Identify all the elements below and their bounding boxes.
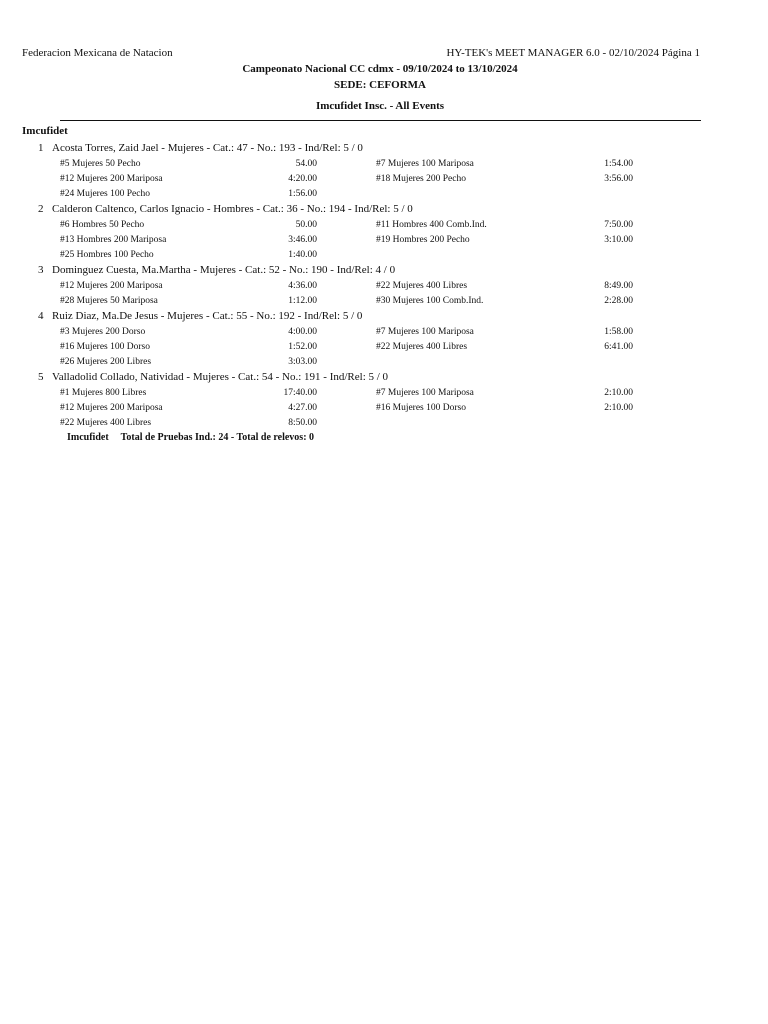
event-name: #5 Mujeres 50 Pecho [60, 159, 141, 169]
event-name: #22 Mujeres 400 Libres [60, 418, 152, 428]
event-name: #28 Mujeres 50 Mariposa [60, 296, 158, 306]
seed-time: 7:50.00 [604, 220, 633, 230]
seed-time: 1:54.00 [604, 159, 633, 169]
seed-time: 4:36.00 [288, 281, 317, 291]
event-name: #19 Hombres 200 Pecho [376, 235, 470, 245]
seed-time: 1:52.00 [288, 342, 317, 352]
event-name: #12 Mujeres 200 Mariposa [60, 403, 163, 413]
seed-time: 1:40.00 [288, 250, 317, 260]
summary-totals: Total de Pruebas Ind.: 24 - Total de relevos: 0 [120, 432, 315, 443]
event-name: #3 Mujeres 200 Dorso [60, 327, 146, 337]
seed-time: 6:41.00 [604, 342, 633, 352]
seed-time: 8:49.00 [604, 281, 633, 291]
seed-time: 50.00 [295, 220, 317, 230]
event-name: #1 Mujeres 800 Libres [60, 388, 147, 398]
event-name: #7 Mujeres 100 Mariposa [376, 388, 474, 398]
venue-title: SEDE: CEFORMA [334, 79, 426, 91]
seed-time: 54.00 [295, 159, 317, 169]
athlete-entry [38, 203, 413, 215]
event-name: #12 Mujeres 200 Mariposa [60, 174, 163, 184]
seed-time: 8:50.00 [288, 418, 317, 428]
event-name: #25 Hombres 100 Pecho [60, 250, 154, 260]
event-name: #11 Hombres 400 Comb.Ind. [376, 220, 487, 230]
seed-time: 17:40.00 [283, 388, 317, 398]
organization-name: Federacion Mexicana de Natacion [22, 47, 173, 59]
athlete-entry [38, 371, 388, 383]
seed-time: 3:03.00 [288, 357, 317, 367]
athlete-entry [38, 310, 362, 322]
athlete-number: 4 [38, 310, 44, 322]
event-name: #12 Mujeres 200 Mariposa [60, 281, 163, 291]
event-name: #26 Mujeres 200 Libres [60, 357, 152, 367]
athlete-info: Ruiz Diaz, Ma.De Jesus - Mujeres - Cat.: 55 - No.: 192 - Ind/Rel: 5 / 0 [52, 310, 363, 322]
event-name: #18 Mujeres 200 Pecho [376, 174, 466, 184]
seed-time: 1:56.00 [288, 189, 317, 199]
summary-team: Imcufidet [67, 432, 109, 443]
event-name: #7 Mujeres 100 Mariposa [376, 159, 474, 169]
event-name: #7 Mujeres 100 Mariposa [376, 327, 474, 337]
seed-time: 1:12.00 [288, 296, 317, 306]
team-summary [67, 432, 314, 443]
seed-time: 2:10.00 [604, 388, 633, 398]
event-name: #24 Mujeres 100 Pecho [60, 189, 150, 199]
athlete-number: 2 [38, 203, 44, 215]
report-title: Imcufidet Insc. - All Events [315, 100, 445, 112]
seed-time: 3:10.00 [604, 235, 633, 245]
meet-title: Campeonato Nacional CC cdmx - 09/10/2024 to 13/10/2024 [242, 63, 518, 75]
header-divider [60, 120, 701, 121]
event-name: #13 Hombres 200 Mariposa [60, 235, 167, 245]
seed-time: 4:27.00 [288, 403, 317, 413]
event-name: #22 Mujeres 400 Libres [376, 342, 468, 352]
seed-time: 3:46.00 [288, 235, 317, 245]
event-name: #6 Hombres 50 Pecho [60, 220, 145, 230]
seed-time: 2:10.00 [604, 403, 633, 413]
athlete-info: Acosta Torres, Zaid Jael - Mujeres - Cat.: 47 - No.: 193 - Ind/Rel: 5 / 0 [52, 142, 363, 154]
seed-time: 1:58.00 [604, 327, 633, 337]
seed-time: 2:28.00 [604, 296, 633, 306]
athlete-info: Calderon Caltenco, Carlos Ignacio - Hombres - Cat.: 36 - No.: 194 - Ind/Rel: 5 / 0 [52, 203, 413, 215]
event-name: #30 Mujeres 100 Comb.Ind. [376, 296, 484, 306]
athlete-info: Dominguez Cuesta, Ma.Martha - Mujeres - Cat.: 52 - No.: 190 - Ind/Rel: 4 / 0 [52, 264, 396, 276]
event-name: #16 Mujeres 100 Dorso [60, 342, 150, 352]
seed-time: 3:56.00 [604, 174, 633, 184]
event-name: #22 Mujeres 400 Libres [376, 281, 468, 291]
athlete-info: Valladolid Collado, Natividad - Mujeres - Cat.: 54 - No.: 191 - Ind/Rel: 5 / 0 [52, 371, 389, 383]
athlete-entry [38, 264, 395, 276]
seed-time: 4:00.00 [288, 327, 317, 337]
athlete-number: 3 [38, 264, 44, 276]
team-name: Imcufidet [22, 125, 68, 137]
software-page-info: HY-TEK's MEET MANAGER 6.0 - 02/10/2024 Página 1 [446, 47, 700, 59]
seed-time: 4:20.00 [288, 174, 317, 184]
event-name: #16 Mujeres 100 Dorso [376, 403, 466, 413]
athlete-entry [38, 142, 363, 154]
athlete-number: 5 [38, 371, 44, 383]
athlete-number: 1 [38, 142, 44, 154]
